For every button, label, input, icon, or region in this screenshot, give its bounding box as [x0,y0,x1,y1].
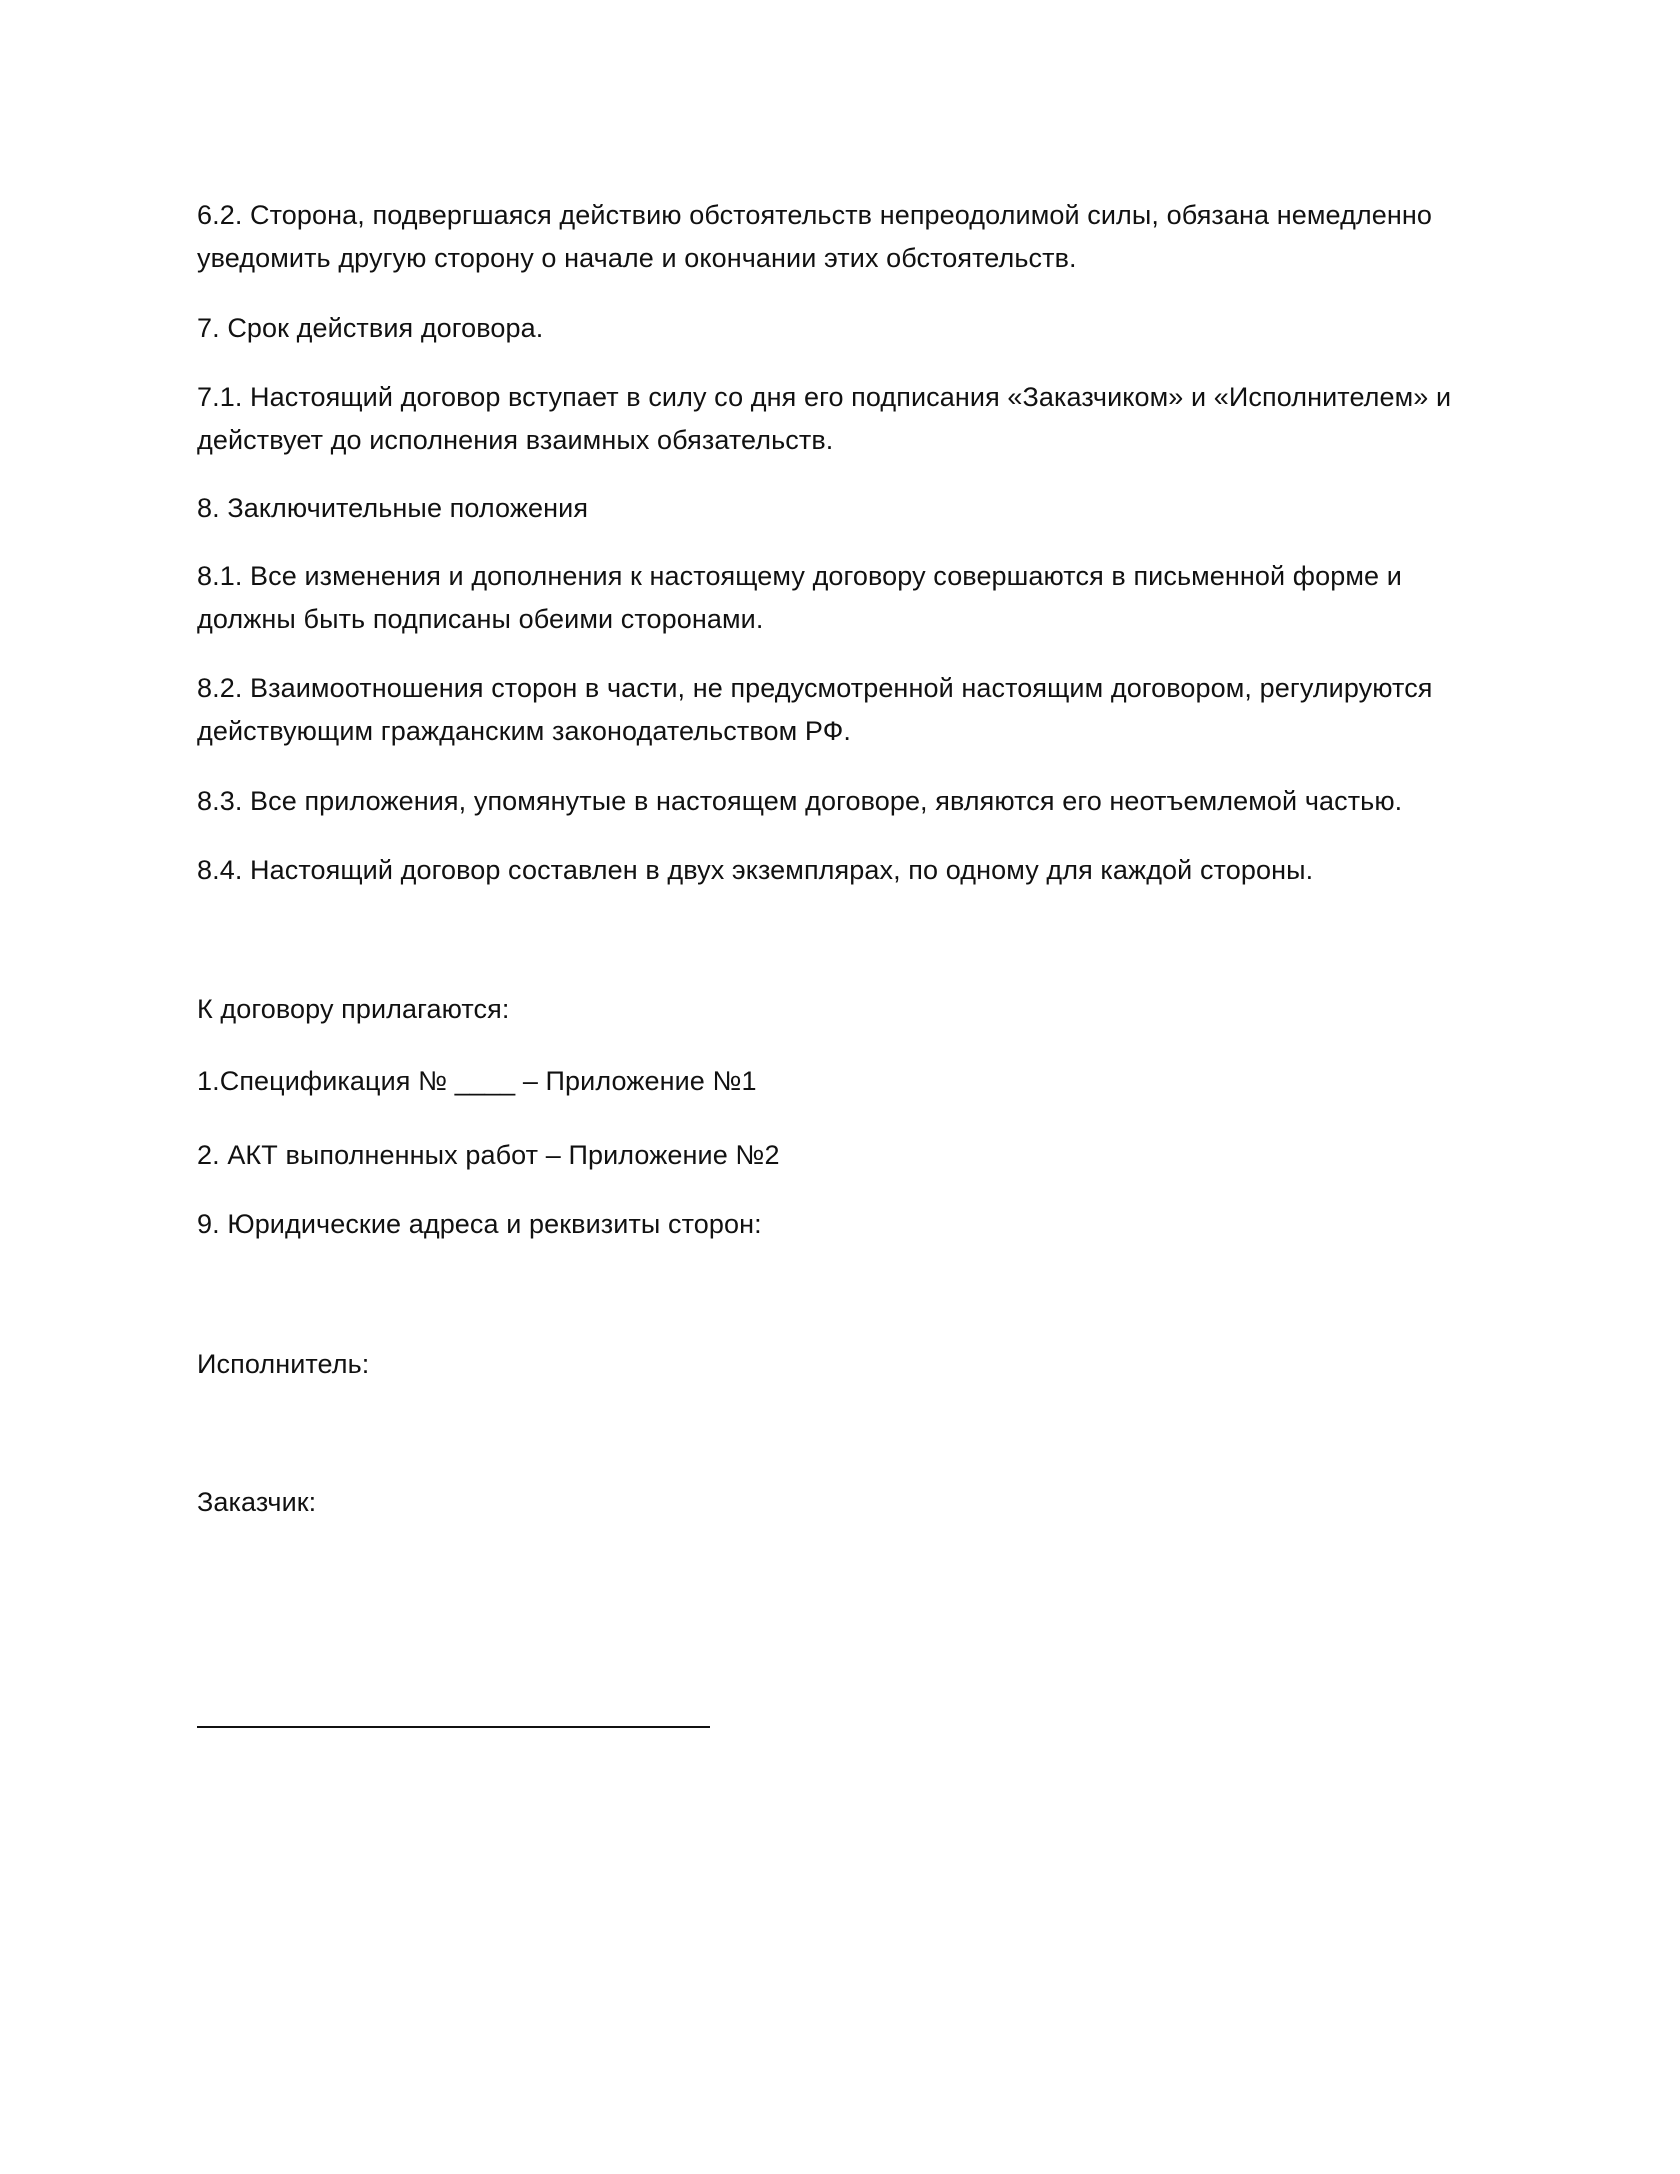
section-9-heading: 9. Юридические адреса и реквизиты сторон: [197,1209,762,1239]
clause-8-4: 8.4. Настоящий договор составлен в двух экземплярах, по одному для каждой стороны. [197,855,1314,885]
clause-8-2: 8.2. Взаимоотношения сторон в части, не предусмотренной настоящим договором, регулируются действующим гражданским законодательством РФ. [197,673,1433,746]
attachments-title: К договору прилагаются: [197,994,510,1024]
attachment-1: 1.Спецификация № ____ – Приложение №1 [197,1066,757,1096]
clause-6-2: 6.2. Сторона, подвергшаяся действию обстоятельств непреодолимой силы, обязана немедленно уведомить другую сторону о начале и окончании этих обстоятельств. [197,200,1433,273]
clause-8-1: 8.1. Все изменения и дополнения к настоящему договору совершаются в письменной форме и должны быть подписаны обеими сторонами. [197,561,1402,634]
attachment-2: 2. АКТ выполненных работ – Приложение №2 [197,1140,780,1170]
clause-8-3: 8.3. Все приложения, упомянутые в настоящем договоре, являются его неотъемлемой частью. [197,786,1403,816]
clause-7-1: 7.1. Настоящий договор вступает в силу со дня его подписания «Заказчиком» и «Исполнителем» и действует до исполнения взаимных обязательств. [197,382,1452,455]
party-executor-label: Исполнитель: [197,1349,370,1379]
section-8-heading: 8. Заключительные положения [197,493,589,523]
section-7-heading: 7. Срок действия договора. [197,313,544,343]
party-customer-label: Заказчик: [197,1487,317,1517]
signature-line [197,1726,710,1728]
